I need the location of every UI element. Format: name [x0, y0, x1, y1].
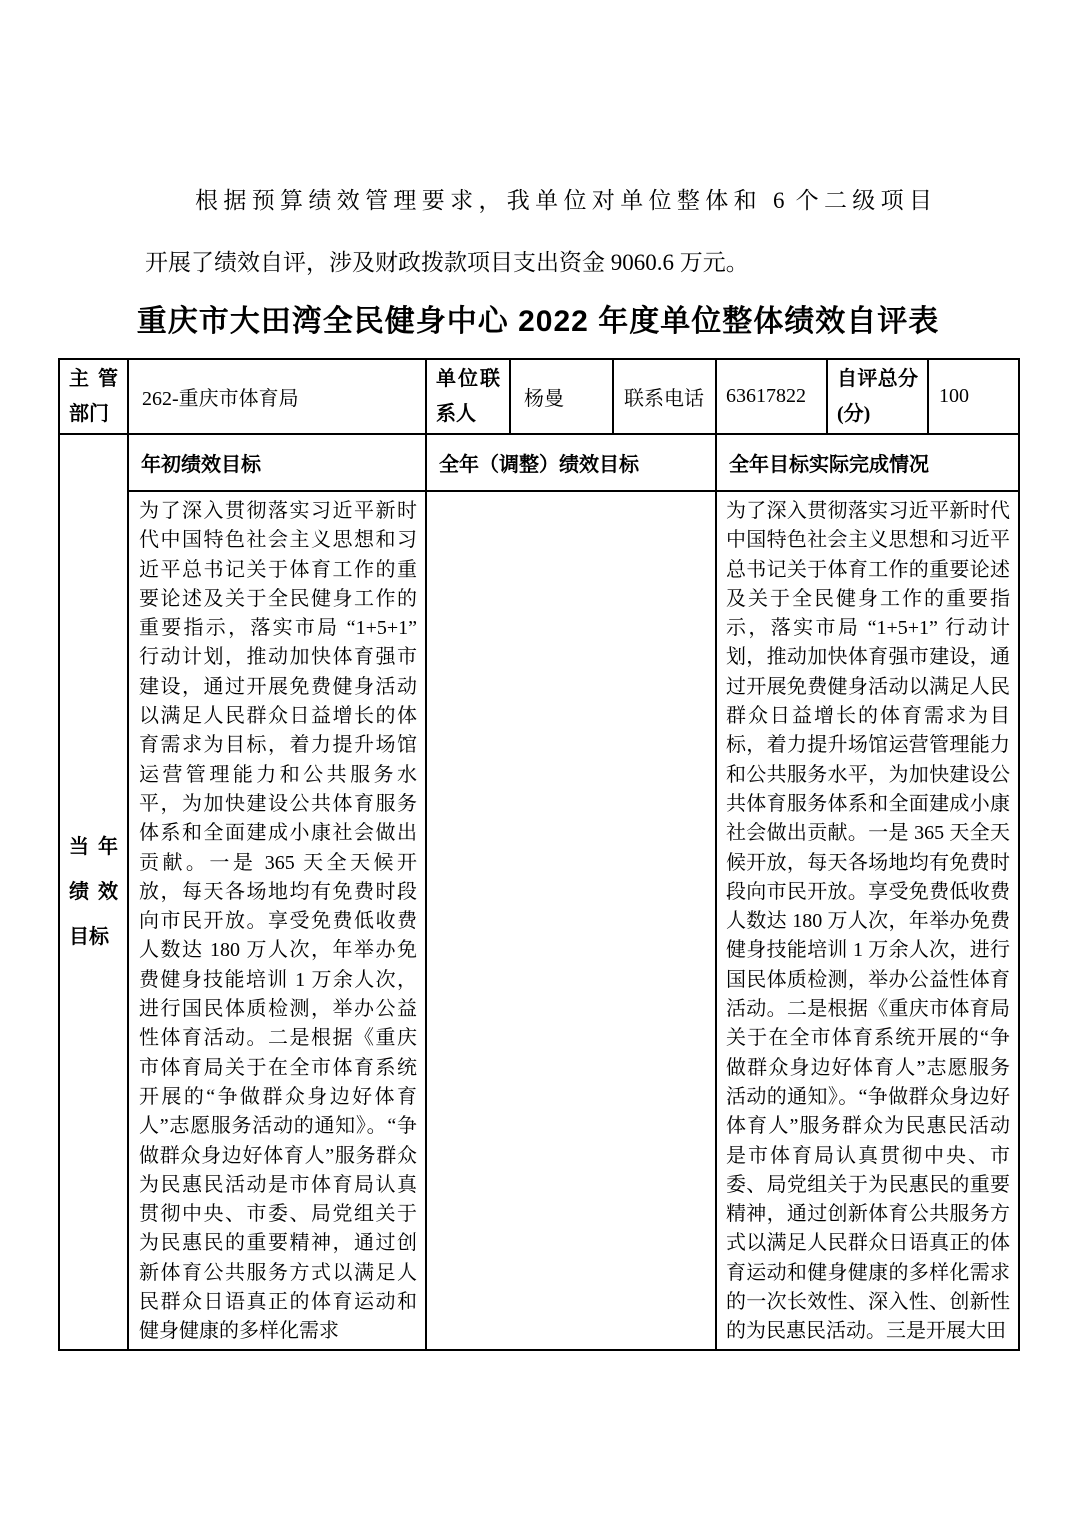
contact-label-cell: 单位联系人 [426, 359, 510, 434]
initial-goal-text: 为了深入贯彻落实习近平新时代中国特色社会主义思想和习近平总书记关于体育工作的重要论述及关于全民健身工作的重要指示，落实市局 “1+5+1” 行动计划，推动加快体育强市建设，通过开展免费健身活动以满足人民群众日益增长的体育需求为目标，着力提升场馆运营管理能力和公共服务水平，为加快建设公共体育服务体系和全面建成小康社会做出贡献。一是 365 天全天候开放，每天各场地均有免费时段向市民开放。享受免费低收费人数达 180 万人次，年举办免费健身技能培训 1 万余人次，进行国民体质检测，举办公益性体育活动。二是根据《重庆市体育局关于在全市体育系统开展的“争做群众身边好体育人”志愿服务活动的通知》。“争做群众身边好体育人”服务群众为民惠民活动是市体育局认真贯彻中央、市委、局党组关于为民惠民的重要精神，通过创新体育公共服务方式以满足人民群众日语真正的体育运动和健身健康的多样化需求 [139, 500, 417, 1343]
actual-completion-header-cell: 全年目标实际完成情况 [716, 434, 1019, 491]
initial-goal-text-cell [128, 491, 426, 1350]
adjusted-goal-header-cell: 全年（调整）绩效目标 [426, 434, 716, 491]
phone-label-cell: 联系电话 [613, 359, 716, 434]
page-title: 重庆市大田湾全民健身中心 2022 年度单位整体绩效自评表 [136, 305, 940, 338]
goal-body-row [59, 491, 1019, 1350]
self-evaluation-table [58, 358, 1020, 1351]
adjusted-goal-text-cell [426, 491, 716, 1350]
contact-value-cell: 杨曼 [510, 359, 613, 434]
initial-goal-header-cell: 年初绩效目标 [128, 434, 426, 491]
dept-value-cell: 262-重庆市体育局 [128, 359, 426, 434]
intro-paragraph-line1: 根据预算绩效管理要求，我单位对单位整体和 6 个二级项目 [195, 188, 932, 213]
actual-completion-text: 为了深入贯彻落实习近平新时代中国特色社会主义思想和习近平总书记关于体育工作的重要论述及关于全民健身工作的重要指示，落实市局 “1+5+1” 行动计划，推动加快体育强市建设，通过开展免费健身活动以满足人民群众日益增长的体育需求为目标，着力提升场馆运营管理能力和公共服务水平，为加快建设公共体育服务体系和全面建成小康社会做出贡献。一是 365 天全天候开放，每天各场地均有免费时段向市民开放。享受免费低收费人数达 180 万人次，年举办免费健身技能培训 1 万余人次，进行国民体质检测，举办公益性体育活动。二是根据《重庆市体育局关于在全市体育系统开展的“争做群众身边好体育人”志愿服务活动的通知》。“争做群众身边好体育人”服务群众为民惠民活动是市体育局认真贯彻中央、市委、局党组关于为民惠民的重要精神，通过创新体育公共服务方式以满足人民群众日语真正的体育运动和健身健康的多样化需求的一次长效性、深入性、创新性的为民惠民活动。三是开展大田 [726, 500, 1010, 1343]
score-value-cell: 100 [928, 359, 1019, 434]
current-year-goal-row-label-cell: 当年绩效目标 [59, 434, 128, 1350]
intro-paragraph-line2: 开展了绩效自评，涉及财政拨款项目支出资金 9060.6 万元。 [145, 250, 749, 275]
info-row [59, 359, 1019, 434]
goal-header-row [59, 434, 1019, 491]
dept-label-cell: 主管部门 [59, 359, 128, 434]
phone-value-cell: 63617822 [716, 359, 827, 434]
actual-completion-text-cell [716, 491, 1019, 1350]
score-label-cell: 自评总分(分) [827, 359, 928, 434]
adjusted-goal-text [437, 497, 707, 1348]
